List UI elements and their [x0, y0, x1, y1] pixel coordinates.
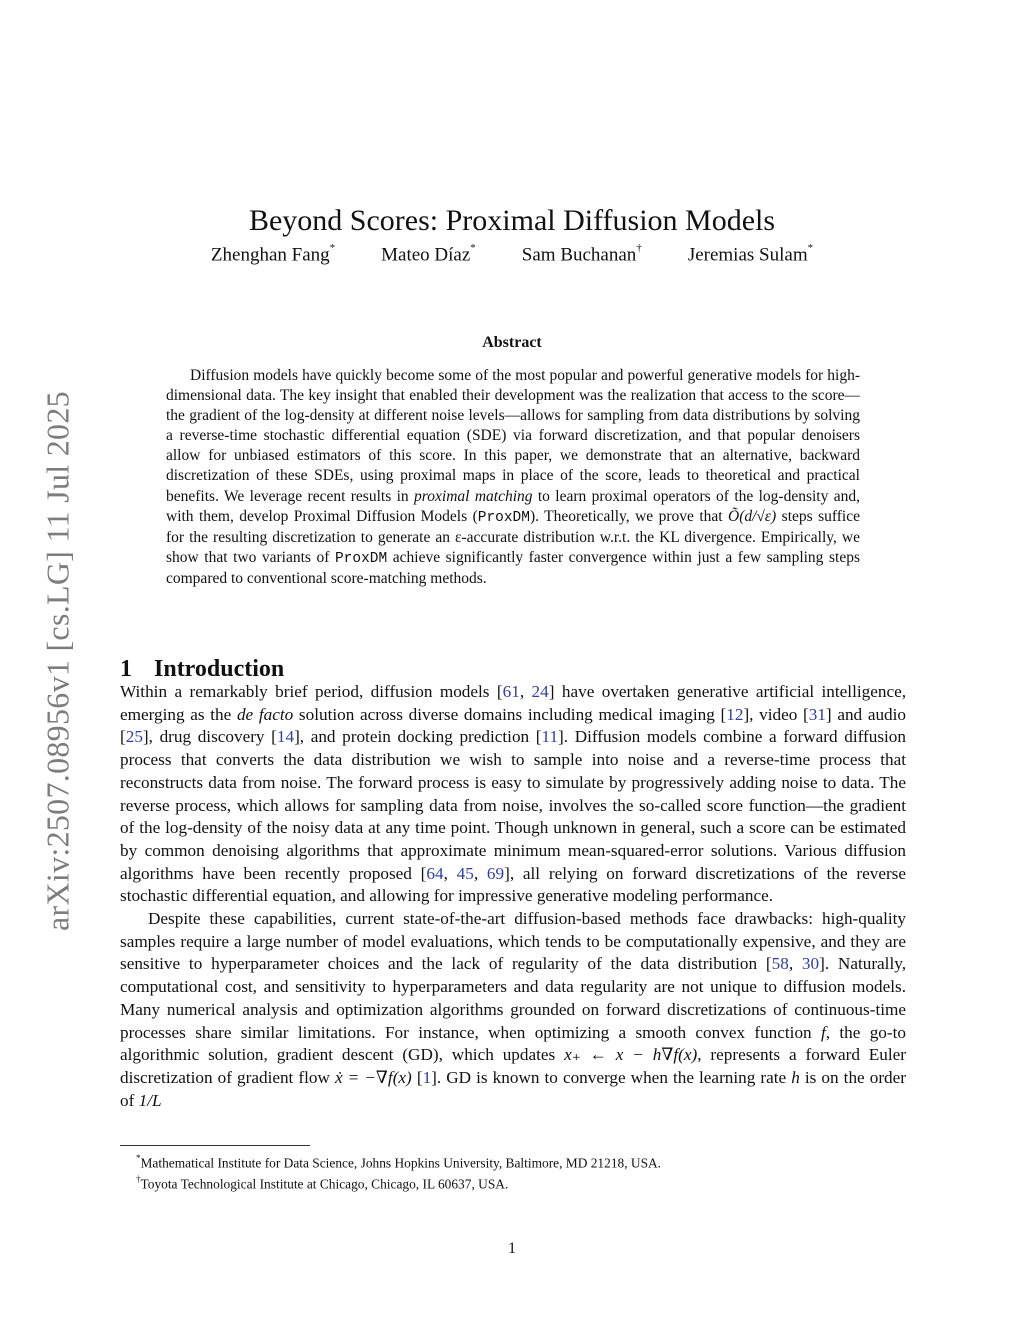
math-h: h	[791, 1067, 800, 1087]
math-1-over-L: 1/L	[138, 1090, 162, 1110]
section-heading	[120, 656, 284, 683]
introduction-body	[120, 681, 906, 1112]
citation-link[interactable]: 25	[125, 727, 143, 747]
footnote: *Mathematical Institute for Data Science, Johns Hopkins University, Baltimore, MD 21218, USA.	[136, 1153, 662, 1171]
abstract-body	[166, 366, 860, 589]
author: Zhenghan Fang*	[210, 242, 336, 266]
author: Mateo Díaz*	[381, 242, 476, 266]
citation-link[interactable]: 14	[276, 727, 295, 747]
author-list	[150, 244, 874, 266]
citation-link[interactable]: 1	[422, 1067, 432, 1087]
math-complexity: Õ(d/√ε)	[728, 507, 777, 525]
abstract-paragraph: Diffusion models have quickly become some of the most popular and powerful generative models for high-dimensional data. The key insight that enabled their development was the realization that access to the score—the gradient of the log-density at different noise levels—allows for sampling from data distributions by solving a reverse-time stochastic differential equation (SDE) via forward discretization, and that popular denoisers allow for unbiased estimators of this score. In this paper, we demonstrate that an alternative, backward discretization of these SDEs, using proximal maps in place of the score, leads to theoretical and practical benefits. We leverage recent results in proximal matching to learn proximal operators of the log-density and, with them, develop Proximal Diffusion Models (ProxDM). Theoretically, we prove that Õ(d/√ε) steps suffice for the resulting discretization to generate an ε-accurate distribution w.r.t. the KL divergence. Empirically, we show that two variants of ProxDM achieve significantly faster convergence within just a few sampling steps compared to conventional score-matching methods.	[166, 367, 860, 587]
math-gd-update: x₊ ← x − h∇f(x)	[564, 1045, 698, 1065]
page-number: 1	[508, 1240, 516, 1257]
citation-link[interactable]: 11	[541, 727, 559, 747]
citation-link[interactable]: 24	[531, 682, 549, 701]
author: Jeremias Sulam*	[687, 242, 814, 266]
math-gradient-flow: ẋ = −∇f(x)	[334, 1067, 412, 1087]
citation-link[interactable]: 12	[726, 704, 744, 724]
paragraph-1: Within a remarkably brief period, diffusion models [61, 24] have overtaken generative artificial intelligence, emerging as the de facto solution across diverse domains including medical imaging [12], video [31] and audio [25], drug discovery [14], and protein docking prediction [11]. Diffusion models combine a forward diffusion process that converts the data distribution we wish to sample into noise and a reverse-time process that reconstructs data from noise. The forward process is easy to simulate by progressively adding noise to data. The reverse process, which allows for sampling data from noise, involves the so-called score function—the gradient of the log-density of the noisy data at any time point. Though unknown in general, such a score can be estimated by common denoising algorithms that approximate minimum mean-squared-error solutions. Various diffusion algorithms have been recently proposed [64, 45, 69], all relying on forward discretizations of the reverse stochastic differential equation, and allowing for impressive generative modeling performance.	[120, 682, 907, 906]
author: Sam Buchanan†	[521, 242, 642, 266]
citation-link[interactable]: 69	[486, 863, 505, 883]
paragraph-2: Despite these capabilities, current state-of-the-art diffusion-based methods face drawbacks: high-quality samples require a large number of model evaluations, which tends to be computationally expensive, and they are sensitive to hyperparameter choices and the lack of regularity of the data distribution [58, 30]. Naturally, computational cost, and sensitivity to hyperparameters and data regularity are not unique to diffusion models. Many numerical analysis and optimization algorithms grounded on forward discretizations of continuous-time processes share similar limitations. For instance, when optimizing a smooth convex function f, the go-to algorithmic solution, gradient descent (GD), which updates x₊ ← x − h∇f(x), represents a forward Euler discretization of gradient flow ẋ = −∇f(x) [1]. GD is known to converge when the learning rate h is on the order of 1/L	[120, 909, 907, 1110]
abstract-heading: Abstract	[482, 334, 542, 351]
citation-link[interactable]: 31	[808, 704, 826, 724]
math-f: f	[820, 1022, 826, 1042]
paper-title: Beyond Scores: Proximal Diffusion Models	[248, 204, 776, 238]
citation-link[interactable]: 30	[801, 954, 820, 974]
section-number: 1	[120, 655, 132, 682]
footnote: †Toyota Technological Institute at Chicago, Chicago, IL 60637, USA.	[136, 1173, 509, 1192]
citation-link[interactable]: 45	[456, 863, 474, 883]
footnotes	[136, 1151, 896, 1193]
arxiv-identifier: arXiv:2507.08956v1 [cs.LG] 11 Jul 2025	[39, 391, 76, 931]
citation-link[interactable]: 61	[502, 682, 520, 701]
citation-link[interactable]: 64	[426, 863, 444, 883]
footnote-rule	[120, 1145, 310, 1146]
citation-link[interactable]: 58	[771, 954, 789, 974]
section-title: Introduction	[154, 655, 285, 682]
